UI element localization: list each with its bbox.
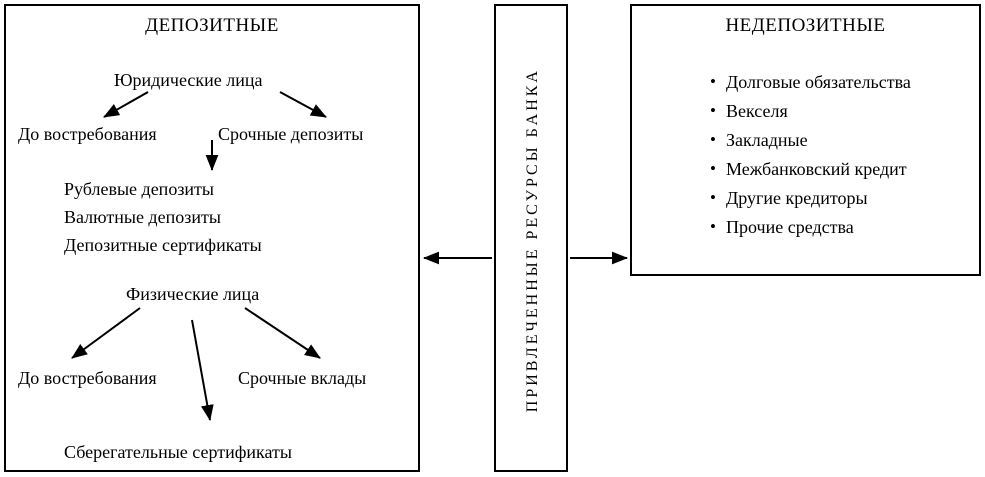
nondeposit-items-list (710, 68, 911, 242)
node-term-savings: Срочные вклады (238, 368, 367, 388)
attracted-resources-label-wrap (496, 6, 570, 474)
list-item: • Векселя (710, 97, 911, 126)
nondeposit-panel-title: НЕДЕПОЗИТНЫЕ (725, 15, 886, 36)
node-currency-deposits: Валютные депозиты (64, 207, 221, 227)
deposit-panel-title: ДЕПОЗИТНЫЕ (145, 15, 279, 36)
node-ruble-deposits: Рублевые депозиты (64, 179, 215, 199)
node-deposit-certificates: Депозитные сертификаты (64, 235, 262, 255)
attracted-resources-panel (494, 4, 568, 472)
list-item: • Другие кредиторы (710, 184, 911, 213)
node-individuals: Физические лица (126, 284, 260, 304)
node-legal-entities: Юридические лица (114, 70, 263, 90)
list-item: • Прочие средства (710, 213, 911, 242)
attracted-resources-label: ПРИВЛЕЧЕННЫЕ РЕСУРСЫ БАНКА (524, 67, 541, 413)
node-demand-legal: До востребования (18, 124, 157, 144)
nondeposit-resources-panel (630, 4, 981, 276)
node-term-deposits: Срочные депозиты (218, 124, 364, 144)
list-item: • Долговые обязательства (710, 68, 911, 97)
list-item: • Закладные (710, 126, 911, 155)
node-demand-individuals: До востребования (18, 368, 157, 388)
node-savings-certificates: Сберегательные сертификаты (64, 442, 293, 462)
list-item: • Межбанковский кредит (710, 155, 911, 184)
deposit-resources-panel (4, 4, 420, 472)
